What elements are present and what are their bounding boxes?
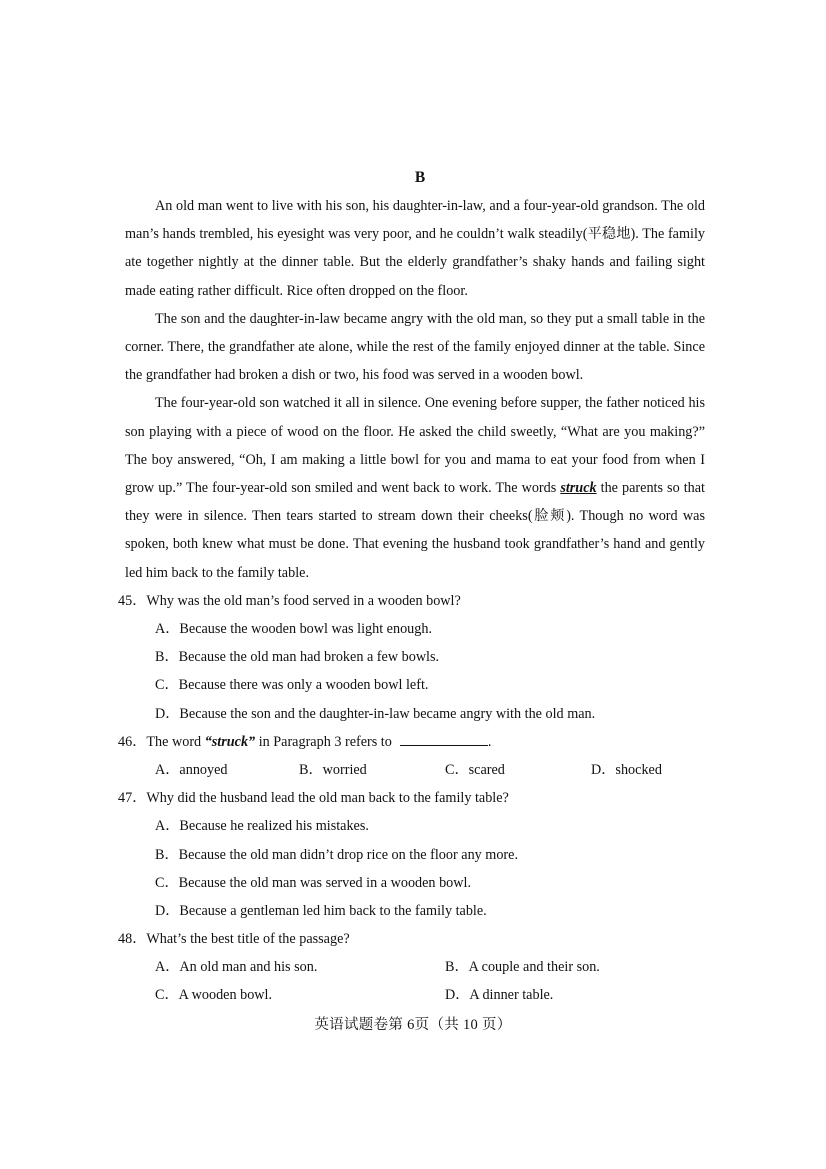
question-48-option-a: A．An old man and his son. bbox=[155, 959, 318, 976]
question-47-option-b: B．Because the old man didn’t drop rice on the floor any more. bbox=[155, 846, 519, 863]
question-47-option-a: A．Because he realized his mistakes. bbox=[155, 818, 369, 835]
paragraph-3-text-before: The four-year-old son watched it all in silence. One evening before supper, the father noticed his son playing with a piece of wood on the floor. He asked the child sweetly, “What are you making?” The boy answered, “Oh, I am making a little bowl for you and mama to eat your food from when I grow up.” The four-year-old son smiled and went back to work. The words bbox=[125, 395, 705, 497]
question-45-option-c: C．Because there was only a wooden bowl left. bbox=[155, 677, 429, 694]
question-46-stem-after: in Paragraph 3 refers to bbox=[255, 733, 392, 750]
question-45-option-a: A．Because the wooden bowl was light enough. bbox=[155, 621, 432, 638]
question-48-options-row-1 bbox=[125, 953, 705, 981]
question-46-stem bbox=[118, 728, 705, 756]
question-46-keyword: “struck” bbox=[204, 733, 256, 750]
question-46-stem-end: . bbox=[487, 733, 492, 750]
question-48-options-row-2 bbox=[125, 981, 705, 1009]
section-title: B bbox=[414, 169, 426, 186]
question-48-option-d: D．A dinner table. bbox=[445, 987, 554, 1004]
question-46-stem-before: 46．The word bbox=[118, 733, 205, 750]
passage-paragraph-3 bbox=[125, 389, 705, 586]
question-48-option-b: B．A couple and their son. bbox=[445, 959, 600, 976]
passage-paragraph-1: An old man went to live with his son, his daughter-in-law, and a four-year-old grandson. The old man’s hands trembled, his eyesight was very poor, and he couldn’t walk steadily(平稳地). The family ate together nightly at the dinner table. But the elderly grandfather’s shaky hands and failing sight made eating rather difficult. Rice often dropped on the floor. bbox=[125, 198, 705, 299]
exam-page-content bbox=[118, 164, 705, 1010]
question-45-option-b: B．Because the old man had broken a few bowls. bbox=[155, 649, 440, 666]
question-47-option-d: D．Because a gentleman led him back to the family table. bbox=[155, 902, 487, 919]
question-48-option-c: C．A wooden bowl. bbox=[155, 987, 273, 1004]
page-footer: 英语试题卷第 6页（共 10 页） bbox=[314, 1017, 512, 1033]
question-48-stem: 48．What’s the best title of the passage? bbox=[118, 931, 350, 948]
question-45-option-d: D．Because the son and the daughter-in-law became angry with the old man. bbox=[155, 705, 596, 722]
question-46-option-b: B．worried bbox=[299, 761, 367, 778]
question-46-option-d: D．shocked bbox=[591, 761, 662, 778]
highlighted-word-struck: struck bbox=[560, 480, 597, 497]
passage-paragraph-2: The son and the daughter-in-law became angry with the old man, so they put a small table in the corner. There, the grandfather ate alone, while the rest of the family enjoyed dinner at the table. Since the grandfather had broken a dish or two, his food was served in a wooden bowl. bbox=[125, 310, 705, 384]
paragraph-3-text-after: the parents so that they were in silence. Then tears started to stream down their cheeks(脸颊). Though no word was spoken, both knew what must be done. That evening the husband took grandfather’s hand and gently led him back to the family table. bbox=[125, 480, 705, 581]
question-46-option-a: A．annoyed bbox=[155, 761, 228, 778]
question-47-option-c: C．Because the old man was served in a wooden bowl. bbox=[155, 874, 471, 891]
answer-blank bbox=[400, 730, 488, 746]
question-46-option-c: C．scared bbox=[445, 761, 505, 778]
question-46-options bbox=[125, 756, 705, 784]
question-47-stem: 47．Why did the husband lead the old man back to the family table? bbox=[118, 790, 509, 807]
question-45-stem: 45．Why was the old man’s food served in a wooden bowl? bbox=[118, 592, 461, 609]
